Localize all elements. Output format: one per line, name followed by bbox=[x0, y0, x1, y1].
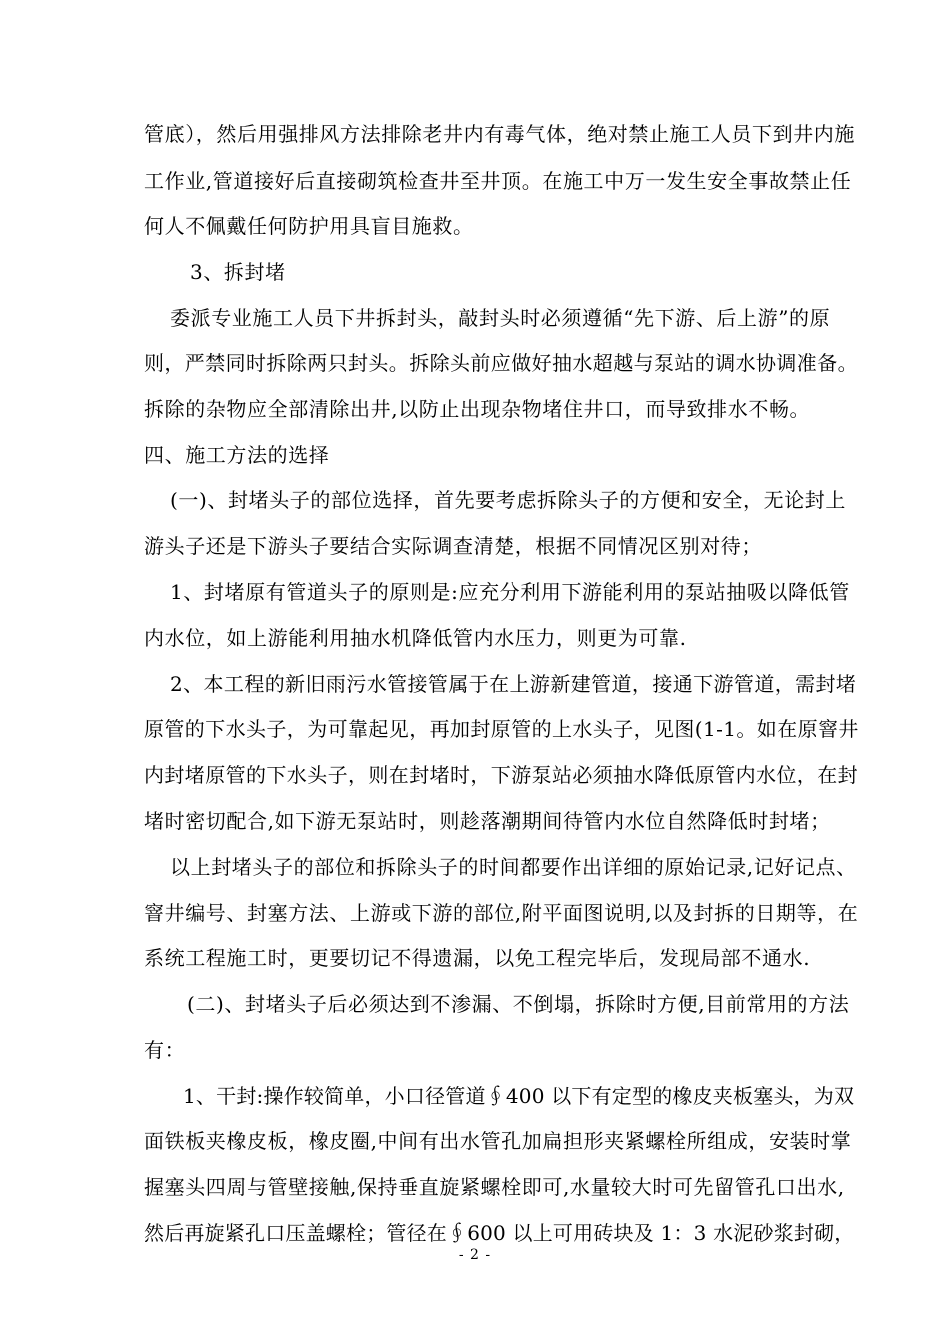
body-line: (一)、封堵头子的部位选择，首先要考虑拆除头子的方便和安全，无论封上 bbox=[170, 488, 847, 512]
body-line: 内封堵原管的下水头子，则在封堵时，下游泵站必须抽水降低原管内水位，在封 bbox=[144, 763, 858, 787]
section-heading: 3、拆封堵 bbox=[190, 260, 286, 284]
body-line: 2、本工程的新旧雨污水管接管属于在上游新建管道，接通下游管道，需封堵 bbox=[170, 672, 857, 696]
body-line: 游头子还是下游头子要结合实际调查清楚，根据不同情况区别对待； bbox=[144, 534, 762, 558]
page-number: - 2 - bbox=[458, 1247, 492, 1263]
body-line: 工作业,管道接好后直接砌筑检查井至井顶。在施工中万一发生安全事故禁止任 bbox=[144, 169, 852, 193]
body-line: 委派专业施工人员下井拆封头，敲封头时必须遵循“先下游、后上游”的原 bbox=[170, 306, 831, 330]
body-line: 面铁板夹橡皮板，橡皮圈,中间有出水管孔加扁担形夹紧螺栓所组成，安装时掌 bbox=[144, 1129, 852, 1153]
chapter-heading: 四、施工方法的选择 bbox=[144, 443, 330, 467]
body-line: 有： bbox=[144, 1038, 186, 1062]
body-line: (二)、封堵头子后必须达到不渗漏、不倒塌，拆除时方便,目前常用的方法 bbox=[187, 992, 850, 1016]
body-line: 拆除的杂物应全部清除出井,以防止出现杂物堵住井口，而导致排水不畅。 bbox=[144, 397, 811, 421]
body-line: 窨井编号、封塞方法、上游或下游的部位,附平面图说明,以及封拆的日期等，在 bbox=[144, 901, 859, 925]
body-line: 1、干封:操作较简单，小口径管道∮400 以下有定型的橡皮夹板塞头，为双 bbox=[183, 1084, 855, 1108]
body-line: 原管的下水头子，为可靠起见，再加封原管的上水头子，见图(1-1。如在原窨井 bbox=[144, 717, 859, 741]
body-line: 管底），然后用强排风方法排除老井内有毒气体，绝对禁止施工人员下到井内施 bbox=[144, 122, 855, 146]
body-line: 内水位，如上游能利用抽水机降低管内水压力，则更为可靠. bbox=[144, 626, 687, 650]
body-line: 握塞头四周与管壁接触,保持垂直旋紧螺栓即可,水量较大时可先留管孔口出水, bbox=[144, 1175, 845, 1199]
body-line: 则，严禁同时拆除两只封头。拆除头前应做好抽水超越与泵站的调水协调准备。 bbox=[144, 351, 858, 375]
body-line: 然后再旋紧孔口压盖螺栓；管径在∮600 以上可用砖块及 1：3 水泥砂浆封砌， bbox=[144, 1221, 855, 1245]
body-line: 以上封堵头子的部位和拆除头子的时间都要作出详细的原始记录,记好记点、 bbox=[170, 855, 857, 879]
body-line: 1、封堵原有管道头子的原则是:应充分利用下游能利用的泵站抽吸以降低管 bbox=[170, 580, 850, 604]
body-line: 系统工程施工时，更要切记不得遗漏，以免工程完毕后，发现局部不通水. bbox=[144, 946, 811, 970]
body-line: 堵时密切配合,如下游无泵站时，则趁落潮期间待管内水位自然降低时封堵； bbox=[144, 809, 831, 833]
body-line: 何人不佩戴任何防护用具盲目施救。 bbox=[144, 214, 474, 238]
